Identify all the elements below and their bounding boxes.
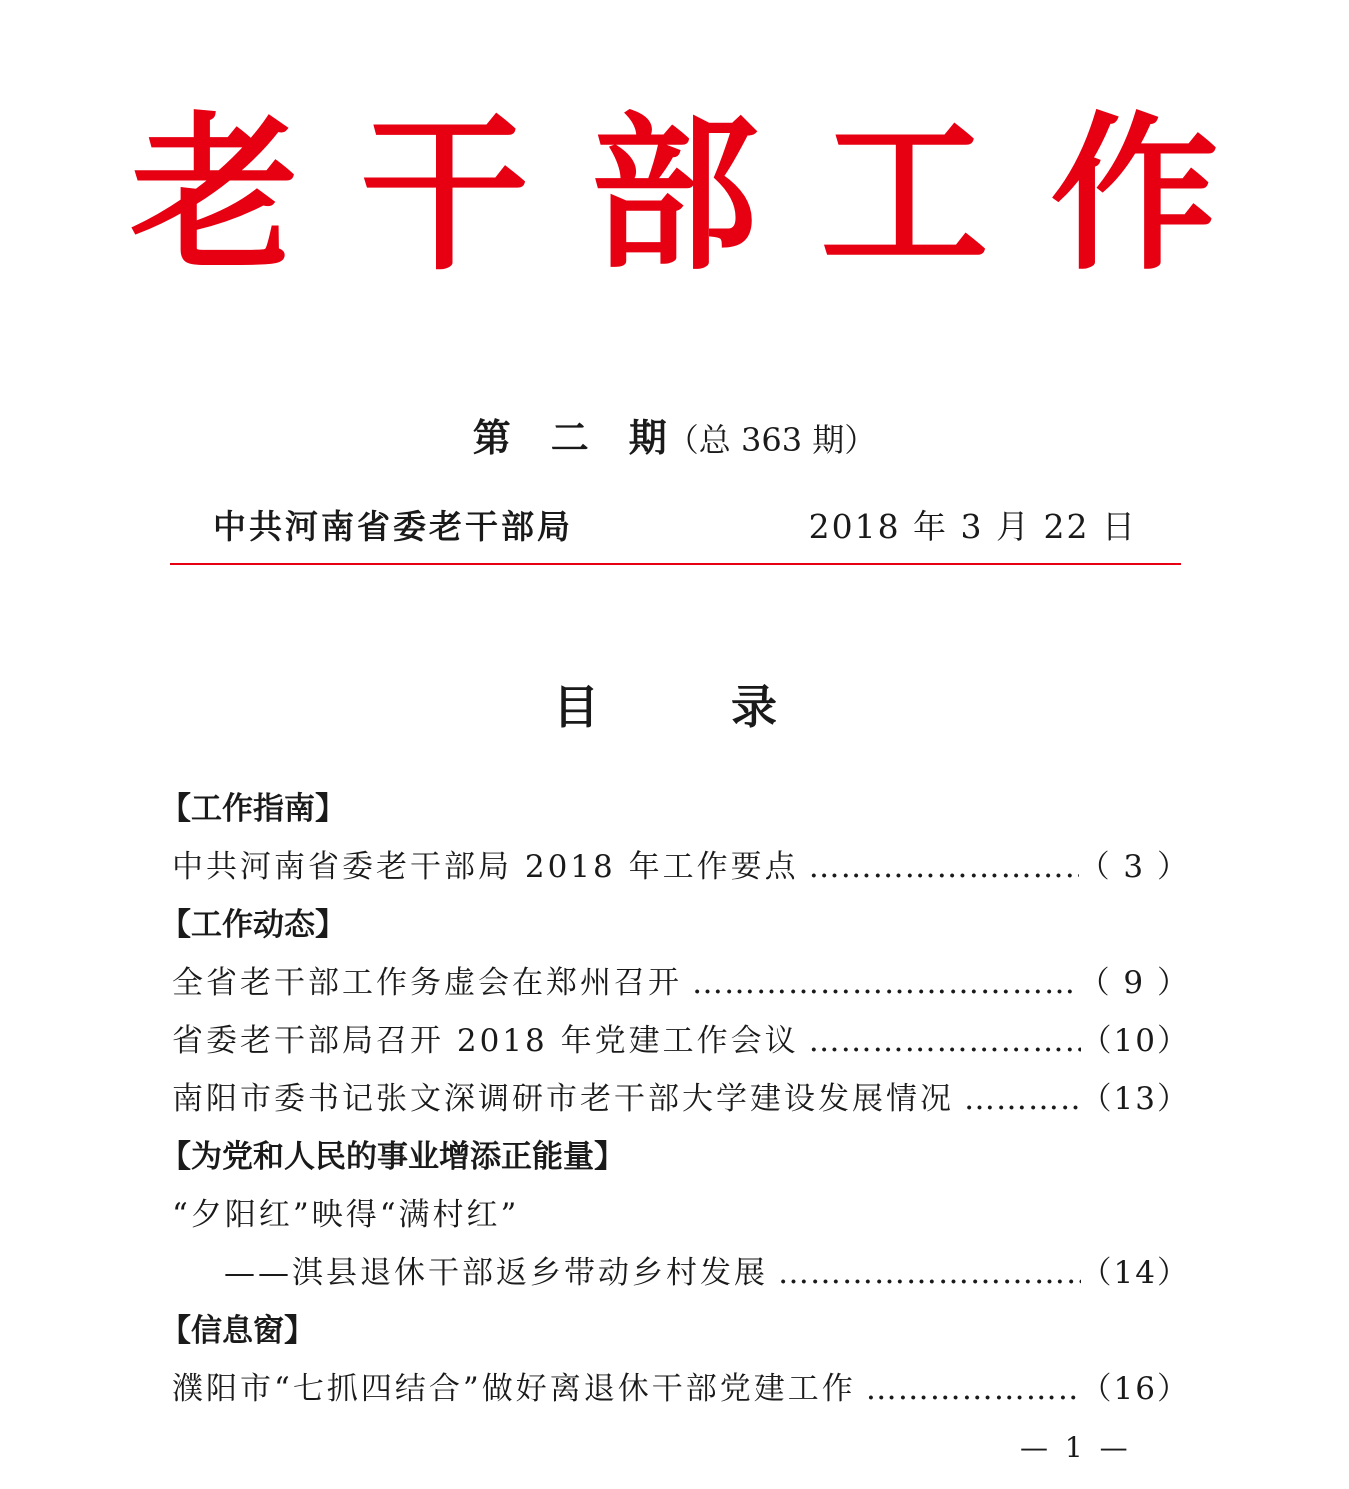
toc-section-heading: 【为党和人民的事业增添正能量】: [160, 1139, 625, 1175]
toc-title-left: 目: [553, 680, 599, 734]
issue-label: 第: [472, 415, 511, 460]
issue-line: [0, 412, 1349, 466]
toc-entry[interactable]: [160, 954, 1190, 1012]
leader-dots: [768, 1244, 1081, 1302]
toc-entry[interactable]: [160, 838, 1190, 896]
toc-entry-title[interactable]: [160, 1186, 1190, 1244]
page-number: — 1 —: [1020, 1431, 1132, 1464]
toc-entry-page: （ 3 ）: [1078, 849, 1190, 885]
leader-dots: [799, 1012, 1081, 1070]
toc-entry[interactable]: [160, 1360, 1190, 1418]
header-divider: [170, 563, 1181, 565]
toc-title-right: 录: [731, 680, 777, 734]
toc-entry-text: 中共河南省委老干部局 2018 年工作要点: [172, 849, 799, 885]
leader-dots: [856, 1360, 1081, 1418]
issue-suffix: 期: [628, 415, 667, 460]
toc-entry-subtitle: ——淇县退休干部返乡带动乡村发展: [224, 1255, 768, 1291]
publish-date: 2018 年 3 月 22 日: [808, 507, 1137, 546]
leader-dots: [682, 954, 1079, 1012]
leader-dots: [799, 838, 1079, 896]
publisher-org: 中共河南省委老干部局: [213, 507, 573, 546]
table-of-contents: [160, 780, 1190, 1418]
masthead-title: 老干部工作: [130, 97, 1281, 293]
toc-entry[interactable]: [160, 1012, 1190, 1070]
toc-entry-page: （13）: [1080, 1081, 1190, 1117]
toc-entry-page: （14）: [1080, 1255, 1190, 1291]
issue-number: 二: [550, 415, 589, 460]
toc-entry-text: 南阳市委书记张文深调研市老干部大学建设发展情况: [172, 1081, 954, 1117]
toc-entry-page: （10）: [1080, 1023, 1190, 1059]
toc-section-heading: 【工作动态】: [160, 907, 346, 943]
toc-entry-text: 省委老干部局召开 2018 年党建工作会议: [172, 1023, 799, 1059]
leader-dots: [954, 1070, 1081, 1128]
toc-entry-page: （16）: [1080, 1371, 1190, 1407]
issue-total: （总 363 期）: [666, 421, 877, 459]
toc-section-heading: 【工作指南】: [160, 791, 346, 827]
toc-entry-text: 全省老干部工作务虚会在郑州召开: [172, 965, 682, 1001]
toc-entry-page: （ 9 ）: [1078, 965, 1190, 1001]
toc-entry[interactable]: [160, 1070, 1190, 1128]
toc-entry-text: 濮阳市“七抓四结合”做好离退休干部党建工作: [172, 1371, 856, 1407]
toc-title: [553, 677, 777, 737]
toc-section-heading: 【信息窗】: [160, 1313, 315, 1349]
toc-entry-text: “夕阳红”映得“满村红”: [172, 1197, 520, 1233]
toc-entry[interactable]: [160, 1244, 1190, 1302]
